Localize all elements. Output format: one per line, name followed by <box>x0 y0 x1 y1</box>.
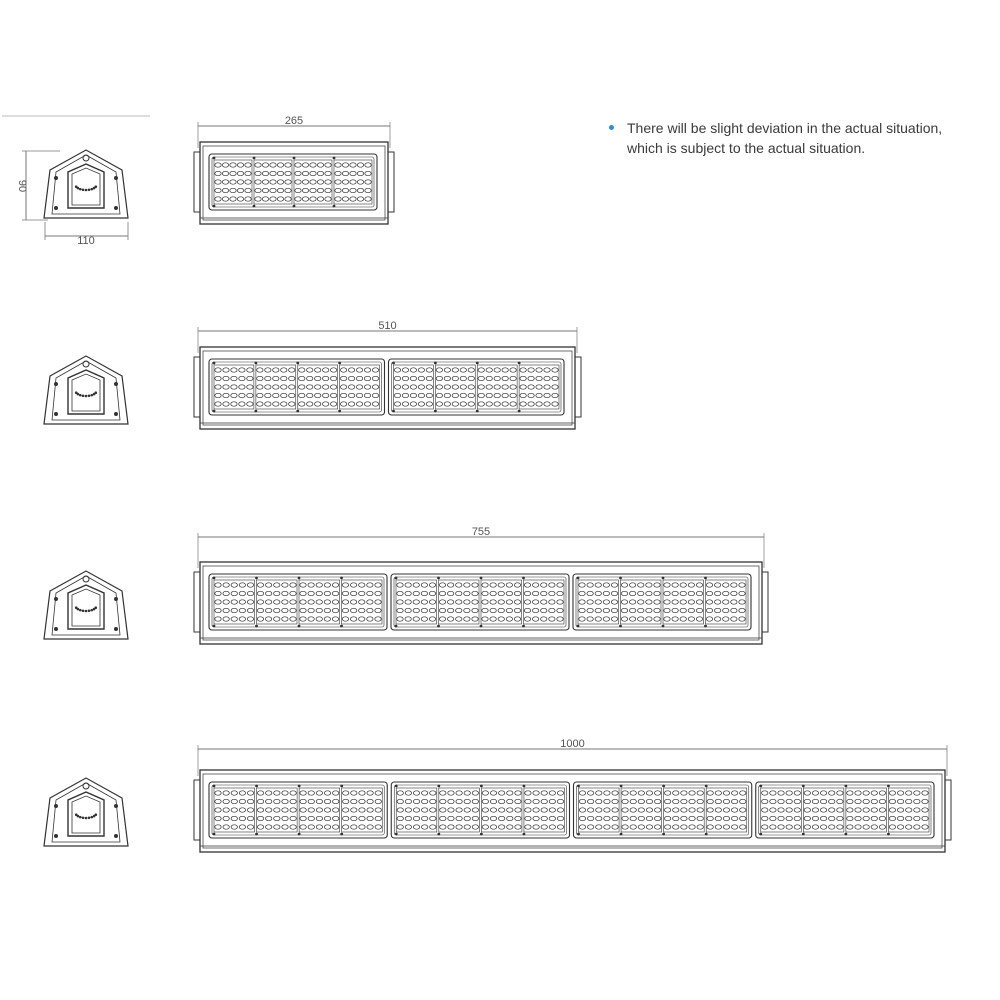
fixture-1000-front-view <box>194 738 951 852</box>
note-line-2: which is subject to the actual situation. <box>627 140 866 156</box>
led-module <box>573 574 751 630</box>
side-profile-view <box>44 571 128 639</box>
fixture-755-front-view <box>194 526 768 644</box>
side-profile-view <box>44 778 128 846</box>
led-module <box>574 782 752 838</box>
led-module <box>209 574 387 630</box>
side-profile-view <box>44 356 128 424</box>
led-module <box>209 782 387 838</box>
length-label: 755 <box>471 526 491 538</box>
side-profile-view <box>44 150 128 218</box>
fixture-510-front-view <box>194 320 581 429</box>
led-module <box>389 359 565 415</box>
led-module <box>756 782 934 838</box>
fixture-265-front-view <box>194 115 394 224</box>
length-label: 510 <box>378 320 397 332</box>
side-height-label: 90 <box>16 179 28 193</box>
deviation-note <box>627 118 987 158</box>
note-bullet <box>609 125 614 130</box>
dimension-line <box>198 115 390 148</box>
length-label: 265 <box>284 115 304 127</box>
dimension-line <box>198 320 577 353</box>
led-module <box>391 574 569 630</box>
led-module <box>209 359 385 415</box>
led-module <box>391 782 569 838</box>
note-line-1: There will be slight deviation in the actual situation, <box>627 120 943 136</box>
length-label: 1000 <box>560 738 585 750</box>
led-module <box>209 154 377 210</box>
side-width-label: 110 <box>77 235 95 248</box>
